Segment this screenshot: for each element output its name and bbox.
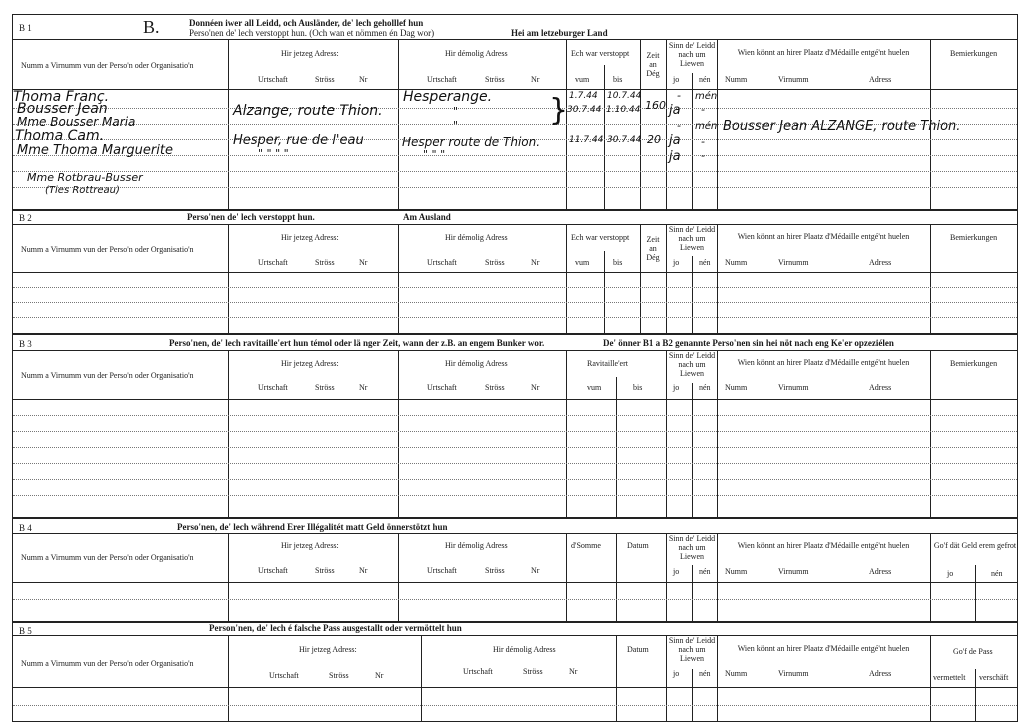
header-datum: Datum	[627, 645, 649, 654]
header-sinn: Sinn de' Leidd nach um Liewen	[668, 636, 716, 663]
handwritten-name: Mme Bousser Maria	[17, 115, 136, 129]
header-sinn: Sinn de' Leidd nach um Liewen	[668, 225, 716, 252]
header-urtschaft: Urtschaft	[258, 383, 288, 392]
header-urtschaft: Urtschaft	[463, 667, 493, 676]
section-b1	[12, 14, 1018, 210]
header-stross: Ströss	[329, 671, 349, 680]
header-numm: Numm	[725, 383, 748, 392]
header-medal: Wien könnt an hirer Plaatz d'Médaille entgé'nt huelen	[737, 644, 910, 653]
handwritten-date-from: 30.7.44	[567, 105, 602, 115]
header-virnumm: Virnumm	[778, 567, 809, 576]
section-title-right: Am Ausland	[403, 212, 451, 222]
header-nr: Nr	[359, 258, 368, 267]
handwritten-former-address: " " "	[423, 148, 446, 161]
section-title: Perso'nen de' lech verstoppt hun.	[187, 212, 315, 222]
handwritten-date-from: 1.7.44	[569, 91, 598, 101]
handwritten-date-to: 1.10.44	[606, 105, 641, 115]
section-code: B 1	[19, 23, 32, 33]
handwritten-alive-yes: ja	[669, 149, 681, 164]
header-nr: Nr	[531, 566, 540, 575]
header-nen: nén	[699, 567, 711, 576]
header-remarks: Bemierkungen	[950, 49, 998, 58]
header-stross: Ströss	[485, 383, 505, 392]
header-jo: jo	[947, 569, 954, 578]
section-code: B 5	[19, 626, 32, 636]
header-vermettelt: vermettelt	[933, 673, 966, 682]
section-title: Person'nen, de' lech é falsche Pass ausgestallt oder vermöttelt hun	[209, 623, 462, 633]
header-adress: Adress	[869, 383, 892, 392]
bracket: }	[549, 93, 569, 128]
header-name: Numm a Virnumm vun der Perso'n oder Organisatio'n	[21, 553, 194, 562]
header-zeit: Zeit an Dég	[646, 235, 660, 262]
header-jo: jo	[673, 567, 680, 576]
handwritten-alive-no: -	[701, 135, 705, 148]
handwritten-alive-yes: ja	[669, 133, 681, 148]
handwritten-alive-no: mén	[695, 91, 718, 102]
handwritten-alive-no: mén	[695, 121, 718, 132]
header-bis: bis	[613, 75, 623, 84]
header-nr: Nr	[359, 383, 368, 392]
header-nen: nén	[699, 75, 711, 84]
header-jo: jo	[673, 75, 680, 84]
header-current-address: Hir jetzeg Adress:	[281, 49, 339, 58]
header-virnumm: Virnumm	[778, 258, 809, 267]
handwritten-name: Mme Thoma Marguerite	[17, 143, 173, 158]
section-b4	[12, 518, 1018, 622]
section-title: Perso'nen, de' lech ravitaille'ert hun témol oder lä nger Zeit, wann der z.B. an engem Bunker wor.	[169, 338, 545, 348]
handwritten-days: 160	[645, 99, 666, 112]
handwritten-date-from: 11.7.44	[569, 135, 604, 145]
header-stross: Ströss	[315, 258, 335, 267]
header-verschaft: verschäft	[979, 673, 1009, 682]
header-numm: Numm	[725, 75, 748, 84]
header-sinn: Sinn de' Leidd nach um Liewen	[668, 41, 716, 68]
header-former-address: Hir démolig Adress	[493, 645, 556, 654]
header-former-address: Hir démolig Adress	[445, 233, 508, 242]
handwritten-alive-yes: ja	[669, 103, 681, 118]
section-code: B 2	[19, 213, 32, 223]
header-hidden: Ech war verstoppt	[571, 49, 630, 58]
header-remarks: Bemierkungen	[950, 233, 998, 242]
header-virnumm: Virnumm	[778, 75, 809, 84]
section-letter: B.	[143, 17, 160, 37]
handwritten-medal-recipient: Bousser Jean ALZANGE, route Thion.	[723, 119, 961, 134]
header-stross: Ströss	[315, 75, 335, 84]
header-name: Numm a Virnumm vun der Perso'n oder Organisatio'n	[21, 245, 194, 254]
handwritten-current-address: " " " "	[258, 147, 289, 160]
header-name: Numm a Virnumm vun der Perso'n oder Organisatio'n	[21, 61, 194, 70]
header-vum: vum	[575, 258, 590, 267]
header-urtschaft: Urtschaft	[269, 671, 299, 680]
header-current-address: Hir jetzeg Adress:	[299, 645, 357, 654]
header-medal: Wien könnt an hirer Plaatz d'Médaille entgé'nt huelen	[737, 358, 910, 367]
handwritten-former-address: Hesper route de Thion.	[402, 135, 541, 149]
header-virnumm: Virnumm	[778, 669, 809, 678]
header-remarks: Bemierkungen	[950, 359, 998, 368]
header-name: Numm a Virnumm vun der Perso'n oder Organisatio'n	[21, 659, 194, 668]
header-nr: Nr	[531, 258, 540, 267]
header-current-address: Hir jetzeg Adress:	[281, 359, 339, 368]
header-nen: nén	[699, 258, 711, 267]
handwritten-former-address: "	[453, 119, 459, 132]
handwritten-name: Bousser Jean	[17, 101, 108, 117]
header-urtschaft: Urtschaft	[258, 258, 288, 267]
header-adress: Adress	[869, 258, 892, 267]
section-code: B 3	[19, 339, 32, 349]
handwritten-name: Thoma Franç.	[13, 89, 110, 105]
section-title-right: Hei am letzeburger Land	[511, 28, 608, 38]
section-title-right: De' önner B1 a B2 genannte Perso'nen sin hei nöt nach eng Ke'er opzeziélen	[603, 338, 894, 348]
header-nr: Nr	[359, 75, 368, 84]
header-nr: Nr	[375, 671, 384, 680]
header-stross: Ströss	[485, 566, 505, 575]
header-nr: Nr	[531, 383, 540, 392]
handwritten-name: Mme Rotbrau-Busser	[27, 171, 143, 184]
handwritten-alive-yes: -	[677, 119, 681, 132]
section-title-line1: Donnéen iwer all Leidd, och Ausländer, de' lech geholllef hun	[189, 18, 424, 28]
header-former-address: Hir démolig Adress	[445, 359, 508, 368]
header-numm: Numm	[725, 567, 748, 576]
header-adress: Adress	[869, 567, 892, 576]
section-title: Perso'nen, de' lech während Erer Illégalitét matt Geld önnerstötzt hun	[177, 522, 448, 532]
header-jo: jo	[673, 669, 680, 678]
header-money-requested: Go'f dät Geld erem gefrot	[933, 541, 1017, 550]
header-numm: Numm	[725, 258, 748, 267]
section-b3	[12, 334, 1018, 518]
header-stross: Ströss	[315, 383, 335, 392]
header-urtschaft: Urtschaft	[258, 566, 288, 575]
section-code: B 4	[19, 523, 32, 533]
header-jo: jo	[673, 383, 680, 392]
header-stross: Ströss	[485, 258, 505, 267]
handwritten-days: 20	[647, 133, 661, 146]
handwritten-former-address: Hesperange.	[403, 89, 493, 105]
header-stross: Ströss	[315, 566, 335, 575]
header-zeit: Zeit an Dég	[646, 51, 660, 78]
header-bis: bis	[613, 258, 623, 267]
header-vum: vum	[587, 383, 602, 392]
header-urtschaft: Urtschaft	[258, 75, 288, 84]
header-medal: Wien könnt an hirer Plaatz d'Médaille entgé'nt huelen	[737, 232, 910, 241]
header-stross: Ströss	[523, 667, 543, 676]
handwritten-current-address: Alzange, route Thion.	[233, 103, 383, 119]
handwritten-alive-no: -	[701, 103, 705, 116]
header-pass: Go'f de Pass	[953, 647, 993, 656]
header-jo: jo	[673, 258, 680, 267]
handwritten-former-address: "	[453, 105, 459, 118]
handwritten-name: (Ties Rottreau)	[45, 185, 120, 196]
header-numm: Numm	[725, 669, 748, 678]
section-b5	[12, 622, 1018, 722]
header-stross: Ströss	[485, 75, 505, 84]
header-urtschaft: Urtschaft	[427, 75, 457, 84]
header-urtschaft: Urtschaft	[427, 258, 457, 267]
header-sinn: Sinn de' Leidd nach um Liewen	[668, 351, 716, 378]
header-nen: nén	[991, 569, 1003, 578]
header-medal: Wien könnt an hirer Plaatz d'Médaille entgé'nt huelen	[737, 48, 910, 57]
header-current-address: Hir jetzeg Adress:	[281, 541, 339, 550]
header-current-address: Hir jetzeg Adress:	[281, 233, 339, 242]
header-urtschaft: Urtschaft	[427, 383, 457, 392]
handwritten-date-to: 10.7.44	[607, 91, 642, 101]
header-somme: d'Somme	[571, 541, 601, 550]
header-name: Numm a Virnumm vun der Perso'n oder Organisatio'n	[21, 371, 194, 380]
handwritten-current-address: Hesper, rue de l'eau	[233, 133, 364, 148]
header-bis: bis	[633, 383, 643, 392]
header-sinn: Sinn de' Leidd nach um Liewen	[668, 534, 716, 561]
header-nr: Nr	[531, 75, 540, 84]
header-former-address: Hir démolig Adress	[445, 49, 508, 58]
header-nr: Nr	[569, 667, 578, 676]
handwritten-name: Thoma Cam.	[15, 128, 105, 144]
header-adress: Adress	[869, 669, 892, 678]
section-title-line2: Perso'nen de' lech verstoppt hun. (Och wan et nömmen én Dag wor)	[189, 28, 435, 38]
header-hidden: Ech war verstoppt	[571, 233, 630, 242]
handwritten-date-to: 30.7.44	[607, 135, 642, 145]
handwritten-alive-yes: -	[677, 89, 681, 102]
header-nr: Nr	[359, 566, 368, 575]
header-virnumm: Virnumm	[778, 383, 809, 392]
header-adress: Adress	[869, 75, 892, 84]
header-medal: Wien könnt an hirer Plaatz d'Médaille entgé'nt huelen	[737, 541, 910, 550]
header-nen: nén	[699, 669, 711, 678]
header-ravitailleert: Ravitaille'ert	[587, 359, 628, 368]
header-nen: nén	[699, 383, 711, 392]
header-datum: Datum	[627, 541, 649, 550]
header-vum: vum	[575, 75, 590, 84]
handwritten-alive-no: -	[701, 149, 705, 162]
header-former-address: Hir démolig Adress	[445, 541, 508, 550]
header-urtschaft: Urtschaft	[427, 566, 457, 575]
section-b2	[12, 210, 1018, 334]
